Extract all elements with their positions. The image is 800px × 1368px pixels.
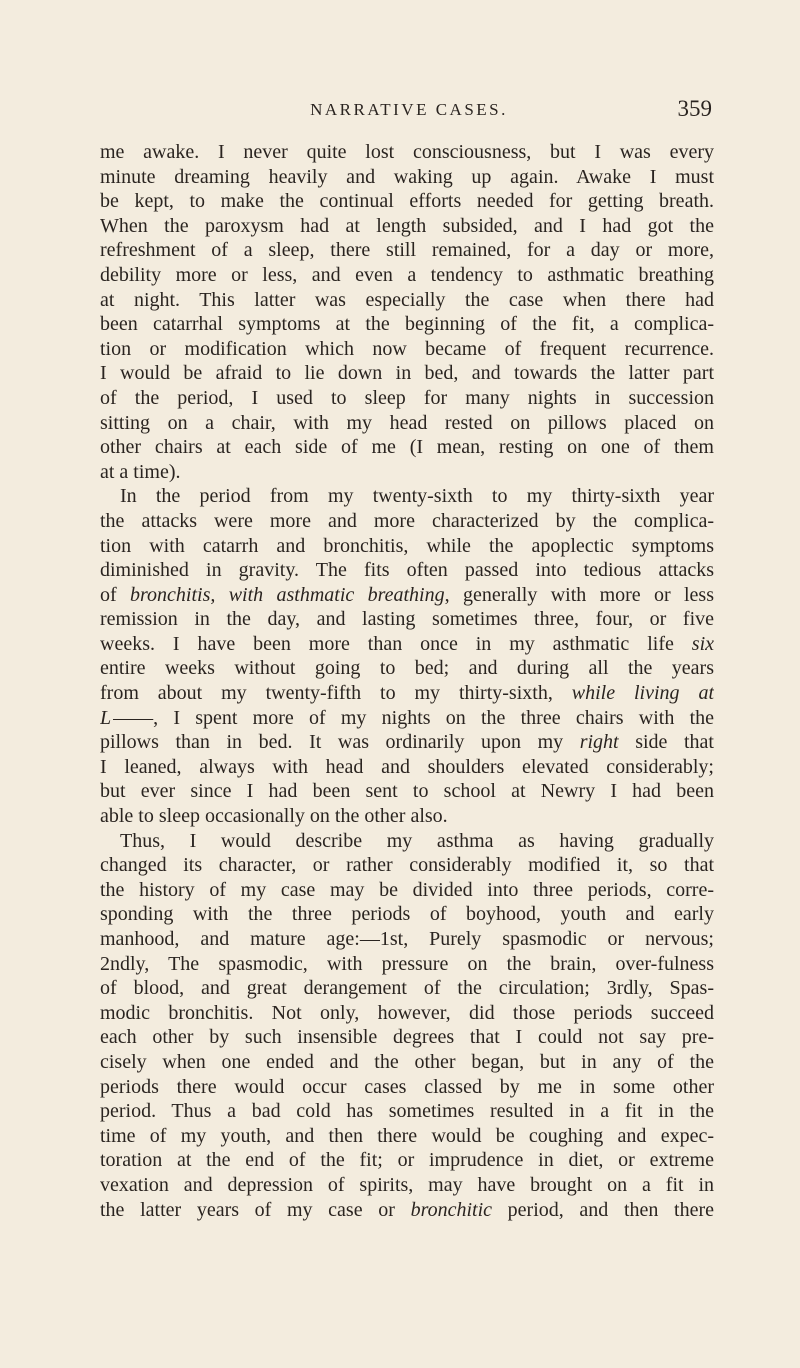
text-run: tion or modification which now became of frequent recurrence.: [100, 337, 714, 360]
italic-run: while living at: [571, 682, 714, 705]
text-run: weeks. I have been more than once in my asthmatic life: [100, 632, 692, 655]
paragraph-start-line: [100, 829, 714, 854]
text-run: minute dreaming heavily and waking up again. Awake I must: [100, 165, 714, 188]
text-line: [100, 656, 714, 681]
text-line: [100, 1124, 714, 1149]
text-run: been catarrhal symptoms at the beginning of the fit, a complica-: [100, 313, 714, 336]
body-text: [100, 140, 714, 1222]
text-run: In the period from my twenty-sixth to my thirty-sixth year: [120, 485, 714, 508]
text-run: changed its character, or rather considerably modified it, so that: [100, 854, 714, 877]
text-run: me awake. I never quite lost consciousness, but I was every: [100, 141, 714, 163]
text-run: diminished in gravity. The fits often passed into tedious attacks: [100, 559, 714, 582]
text-run: period. Thus a bad cold has sometimes resulted in a fit in the: [100, 1100, 714, 1123]
text-line: [100, 952, 714, 977]
text-run: toration at the end of the fit; or imprudence in diet, or extreme: [100, 1149, 714, 1172]
italic-run: bronchitis, with asthmatic breathing: [130, 583, 445, 606]
text-run: , generally with more or less: [444, 583, 714, 606]
text-run: able to sleep occasionally on the other also.: [100, 805, 448, 828]
italic-run: bronchitic: [410, 1198, 493, 1221]
text-run: tion with catarrh and bronchitis, while the apoplectic symptoms: [100, 534, 714, 557]
text-line: [100, 288, 714, 313]
text-run: vexation and depression of spirits, may have brought on a fit in: [100, 1173, 714, 1196]
text-line: [100, 263, 714, 288]
text-line: [100, 1099, 714, 1124]
text-line: [100, 337, 714, 362]
text-run: side that: [618, 731, 714, 754]
text-run: but ever since I had been sent to school at Newry I had been: [100, 780, 714, 803]
text-run: of: [100, 583, 130, 606]
text-line: [100, 976, 714, 1001]
text-line: [100, 1148, 714, 1173]
page-number: 359: [677, 96, 712, 121]
text-run: modic bronchitis. Not only, however, did those periods succeed: [100, 1001, 714, 1024]
text-line: [100, 1025, 714, 1050]
text-line: [100, 386, 714, 411]
running-head: NARRATIVE CASES.: [310, 100, 508, 119]
paragraph-end-line: [100, 460, 714, 485]
italic-run: six: [691, 632, 714, 655]
text-line: [100, 238, 714, 263]
text-line: [100, 140, 714, 165]
text-run: of the period, I used to sleep for many nights in succession: [100, 386, 714, 409]
text-line: [100, 853, 714, 878]
italic-run: L: [100, 706, 112, 729]
text-run: be kept, to make the continual efforts needed for getting breath.: [100, 190, 714, 213]
text-run: sitting on a chair, with my head rested on pillows placed on: [100, 411, 714, 434]
text-line: [100, 1001, 714, 1026]
text-run: from about my twenty-fifth to my thirty-sixth,: [100, 682, 572, 705]
text-line: [100, 632, 714, 657]
text-line: [100, 927, 714, 952]
text-line: [100, 1198, 714, 1223]
text-run: the history of my case may be divided into three periods, corre-: [100, 878, 714, 901]
text-run: Thus, I would describe my asthma as having gradually: [120, 829, 714, 852]
text-run: I leaned, always with head and shoulders elevated considerably;: [100, 755, 714, 778]
text-line: [100, 681, 714, 706]
text-run: each other by such insensible degrees that I could not say pre-: [100, 1026, 714, 1049]
text-line: [100, 583, 714, 608]
text-line: [100, 607, 714, 632]
text-line: [100, 214, 714, 239]
text-run: at night. This latter was especially the case when there had: [100, 288, 714, 311]
text-line: [100, 435, 714, 460]
text-run: other chairs at each side of me (I mean, resting on one of them: [100, 436, 714, 459]
text-line: [100, 189, 714, 214]
text-run: remission in the day, and lasting sometimes three, four, or five: [100, 608, 714, 631]
text-line: [100, 706, 714, 731]
text-line: [100, 165, 714, 190]
page-header: [0, 96, 800, 126]
italic-run: right: [579, 731, 619, 754]
text-run: the latter years of my case or: [100, 1198, 411, 1221]
text-line: [100, 312, 714, 337]
text-run: 2ndly, The spasmodic, with pressure on the brain, over-fulness: [100, 952, 714, 975]
text-run: When the paroxysm had at length subsided, and I had got the: [100, 214, 714, 237]
text-run: pillows than in bed. It was ordinarily upon my: [100, 731, 580, 754]
text-run: entire weeks without going to bed; and during all the years: [100, 657, 714, 680]
text-line: [100, 1173, 714, 1198]
paragraph-end-line: [100, 804, 714, 829]
text-run: period, and then there: [492, 1198, 714, 1221]
text-run: refreshment of a sleep, there still remained, for a day or more,: [100, 239, 714, 262]
text-run: I would be afraid to lie down in bed, and towards the latter part: [100, 362, 714, 385]
text-line: [100, 902, 714, 927]
text-run: sponding with the three periods of boyhood, youth and early: [100, 903, 714, 926]
text-line: [100, 509, 714, 534]
text-run: ——, I spent more of my nights on the three chairs with the: [113, 706, 714, 729]
text-line: [100, 411, 714, 436]
text-run: of blood, and great derangement of the circulation; 3rdly, Spas-: [100, 977, 714, 1000]
text-line: [100, 755, 714, 780]
text-line: [100, 1075, 714, 1100]
text-run: time of my youth, and then there would be coughing and expec-: [100, 1124, 714, 1147]
text-run: cisely when one ended and the other began, but in any of the: [100, 1050, 714, 1073]
text-run: debility more or less, and even a tendency to asthmatic breathing: [100, 263, 714, 286]
text-line: [100, 730, 714, 755]
text-run: at a time).: [100, 460, 181, 483]
text-run: the attacks were more and more characterized by the complica-: [100, 509, 714, 532]
text-run: manhood, and mature age:—1st, Purely spasmodic or nervous;: [100, 928, 714, 950]
text-run: periods there would occur cases classed by me in some other: [100, 1075, 714, 1098]
text-line: [100, 1050, 714, 1075]
paragraph-start-line: [100, 484, 714, 509]
text-line: [100, 878, 714, 903]
text-line: [100, 779, 714, 804]
text-line: [100, 361, 714, 386]
text-line: [100, 534, 714, 559]
text-line: [100, 558, 714, 583]
